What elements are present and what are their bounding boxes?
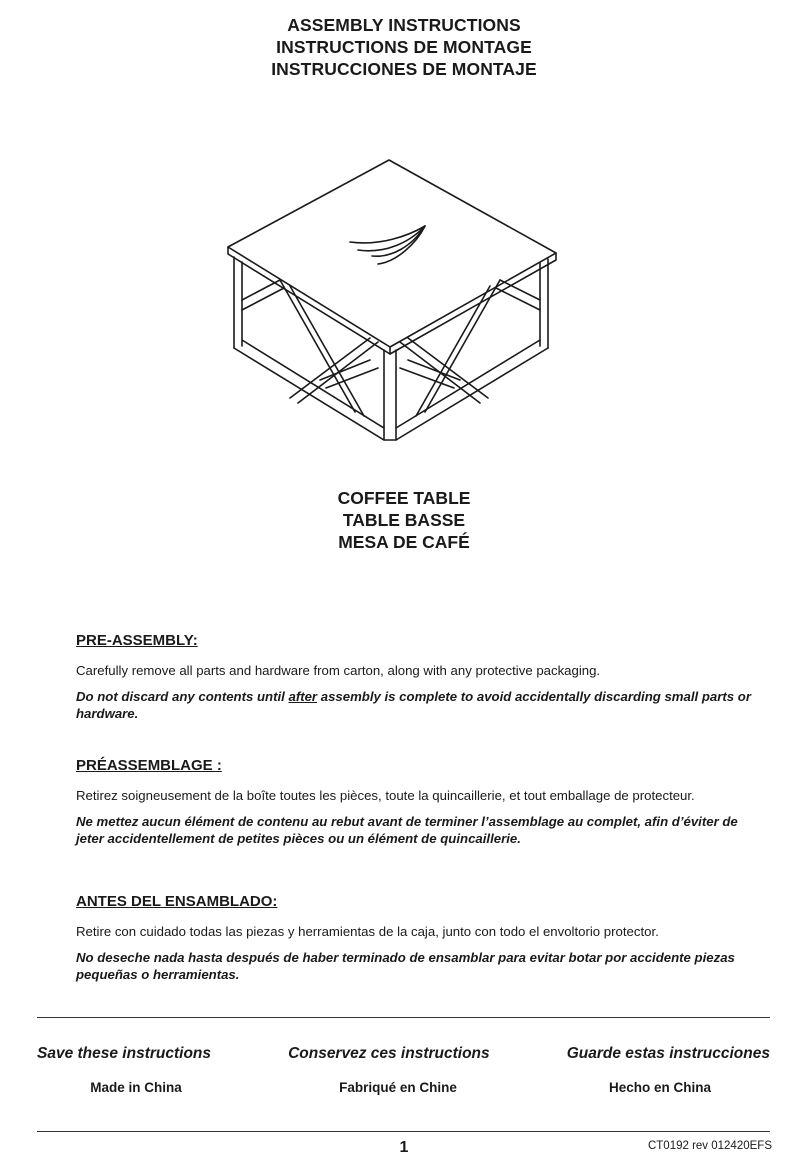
made-in-french: Fabriqué en Chine	[339, 1080, 457, 1095]
section-heading: PRE-ASSEMBLY:	[76, 632, 198, 649]
section-warning: No deseche nada hasta después de haber terminado de ensamblar para evitar botar por accidente piezas pequeñas o herramientas.	[76, 950, 735, 982]
pre-assembly-french	[76, 757, 756, 847]
warning-emphasis: after	[288, 689, 318, 704]
made-in-english: Made in China	[90, 1080, 182, 1095]
product-name	[0, 487, 808, 553]
title-french: INSTRUCTIONS DE MONTAGE	[276, 37, 532, 57]
made-in-row	[0, 1080, 808, 1100]
save-instructions-spanish: Guarde estas instrucciones	[566, 1045, 770, 1062]
section-heading: PRÉASSEMBLAGE :	[76, 757, 222, 774]
title-english: ASSEMBLY INSTRUCTIONS	[287, 15, 521, 35]
made-in-spanish: Hecho en China	[608, 1080, 711, 1095]
page-number: 1	[399, 1139, 409, 1156]
footer-divider-top	[37, 1017, 770, 1018]
product-name-english: COFFEE TABLE	[337, 488, 471, 508]
save-instructions-english: Save these instructions	[37, 1045, 212, 1062]
save-instructions-french: Conservez ces instructions	[288, 1045, 490, 1062]
product-name-french: TABLE BASSE	[342, 510, 466, 530]
document-code: CT0192 rev 012420EFS	[647, 1140, 772, 1152]
product-name-spanish: MESA DE CAFÉ	[338, 532, 470, 552]
save-instructions-row	[37, 1045, 770, 1063]
section-heading: ANTES DEL ENSAMBLADO:	[76, 893, 278, 910]
document-header	[0, 14, 808, 80]
pre-assembly-spanish	[76, 893, 756, 983]
section-body: Carefully remove all parts and hardware from carton, along with any protective packaging.	[76, 663, 601, 678]
coffee-table-illustration	[220, 150, 590, 450]
footer-divider-bottom	[37, 1131, 770, 1132]
section-body: Retirez soigneusement de la boîte toutes les pièces, toute la quincaillerie, et tout emballage de protecteur.	[76, 788, 695, 803]
pre-assembly-english	[76, 632, 756, 722]
title-spanish: INSTRUCCIONES DE MONTAJE	[271, 59, 537, 79]
warning-text-start: Do not discard any contents until	[76, 689, 289, 704]
warning-text-end: assembly is complete to avoid accidentally discarding small parts or hardware.	[76, 689, 751, 721]
section-body: Retire con cuidado todas las piezas y herramientas de la caja, junto con todo el envoltorio protector.	[76, 924, 659, 939]
section-warning: Ne mettez aucun élément de contenu au rebut avant de terminer l’assemblage au complet, afin d’éviter de jeter accidentellement de petites pièces ou un élément de quincaillerie.	[76, 814, 738, 846]
section-warning	[76, 688, 756, 722]
